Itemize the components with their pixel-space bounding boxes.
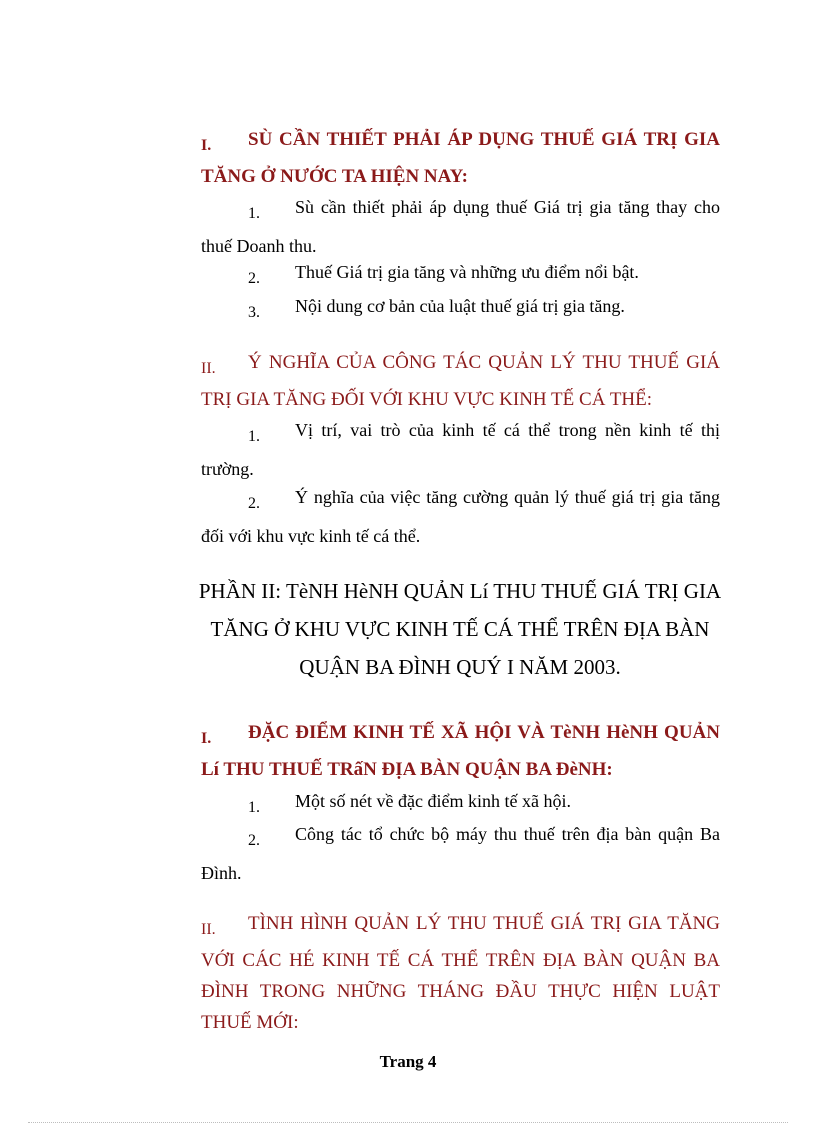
list-item [201, 481, 720, 552]
list-item-number: 1. [248, 205, 260, 222]
list-item-text: Công tác tổ chức bộ máy thu thuế trên địa bàn quận Ba Đình. [201, 824, 720, 883]
list-item-number: 2. [248, 832, 260, 849]
part-title: PHẦN II: TèNH HèNH QUẢN Lí THU THUẾ GIÁ TRỊ GIA TĂNG Ở KHU VỰC KINH TẾ CÁ THỂ TRÊN ĐỊA BÀN QUẬN BA ĐÌNH QUÝ I NĂM 2003. [198, 579, 722, 679]
section-number: I. [201, 137, 212, 154]
section-number: II. [201, 921, 216, 938]
list-item [201, 290, 720, 329]
page-number: Trang 4 [379, 1052, 437, 1071]
list-item [201, 414, 720, 485]
list-item-number: 1. [248, 428, 260, 445]
list-item-text: Nội dung cơ bản của luật thuế giá trị gia tăng. [295, 296, 625, 316]
list-item-number: 1. [248, 799, 260, 816]
list-item-number: 2. [248, 495, 260, 512]
section-heading-text: SÙ CẦN THIẾT PHẢI ÁP DỤNG THUẾ GIÁ TRỊ GIA TĂNG Ở NƯỚC TA HIỆN NAY: [201, 129, 720, 187]
list-item-text: Ý nghĩa của việc tăng cường quản lý thuế giá trị gia tăng đối với khu vực kinh tế cá thể. [201, 487, 720, 546]
section-heading [201, 908, 720, 1038]
section-heading [201, 124, 720, 192]
list-item [201, 191, 720, 262]
list-item-text: Vị trí, vai trò của kinh tế cá thể trong nền kinh tế thị trường. [201, 420, 720, 479]
list-item-text: Thuế Giá trị gia tăng và những ưu điểm nổi bật. [295, 262, 639, 282]
list-item-text: Một số nét về đặc điểm kinh tế xã hội. [295, 791, 571, 811]
section-heading-text: TÌNH HÌNH QUẢN LÝ THU THUẾ GIÁ TRỊ GIA TĂNG VỚI CÁC HÉ KINH TẾ CÁ THỂ TRÊN ĐỊA BÀN QUẬN BA ĐÌNH TRONG NHỮNG THÁNG ĐẦU THỰC HIỆN LUẬT THUẾ MỚI: [201, 913, 720, 1033]
list-item-text: Sù cần thiết phải áp dụng thuế Giá trị gia tăng thay cho thuế Doanh thu. [201, 197, 720, 256]
section-number: I. [201, 730, 212, 747]
list-item-number: 2. [248, 270, 260, 287]
section-number: II. [201, 360, 216, 377]
section-heading [201, 717, 720, 785]
section-heading-text: Ý NGHĨA CỦA CÔNG TÁC QUẢN LÝ THU THUẾ GIÁ TRỊ GIA TĂNG ĐỐI VỚI KHU VỰC KINH TẾ CÁ THỂ: [201, 352, 720, 410]
list-item-number: 3. [248, 304, 260, 321]
section-heading [201, 347, 720, 415]
section-heading-text: ĐẶC ĐIỂM KINH TẾ XÃ HỘI VÀ TèNH HèNH QUẢN Lí THU THUẾ TRấN ĐỊA BÀN QUẬN BA ĐèNH: [201, 722, 720, 780]
list-item [201, 818, 720, 889]
